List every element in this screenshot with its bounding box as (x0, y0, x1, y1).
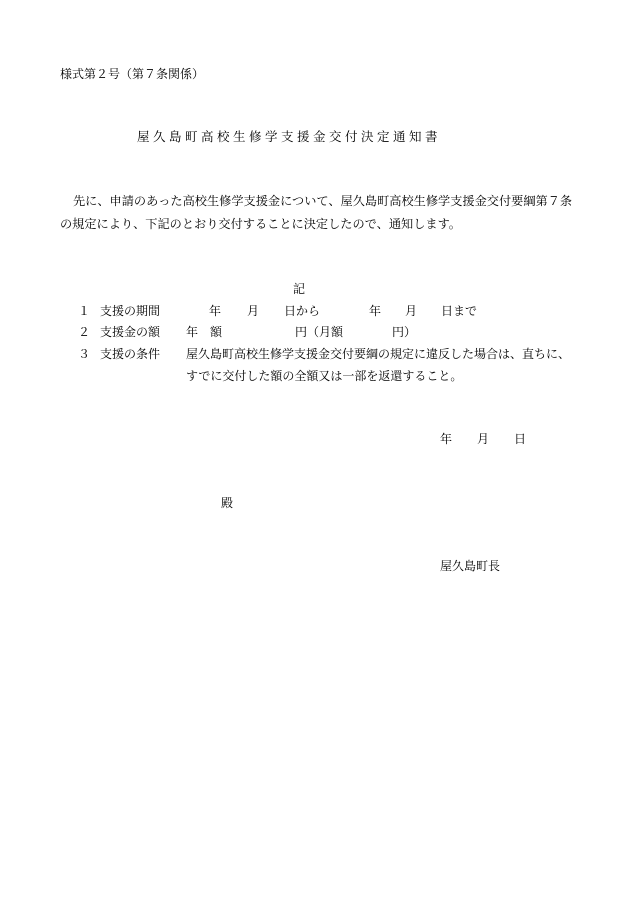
period-end-year: 年 (369, 304, 382, 318)
issuer-name: 屋久島町長 (440, 559, 501, 573)
item-2-label: 支援金の額 (100, 325, 161, 339)
period-start-month: 月 (247, 304, 260, 318)
item-3-label: 支援の条件 (100, 347, 161, 361)
document-title: 屋久島町高校生修学支援金交付決定通知書 (137, 129, 442, 144)
body-text-line-2: の規定により、下記のとおり交付することに決定したので、通知します。 (60, 217, 461, 231)
item-1-label: 支援の期間 (100, 304, 161, 318)
form-number: 様式第２号（第７条関係） (60, 67, 205, 81)
period-start-year: 年 (209, 304, 222, 318)
addressee-suffix: 殿 (221, 496, 234, 510)
period-end-month: 月 (405, 304, 418, 318)
item-2-number: ２ (78, 325, 91, 339)
period-end-day: 日まで (441, 304, 478, 318)
date-month: 月 (477, 432, 490, 446)
item-3-number: ３ (78, 347, 91, 361)
ki-heading: 記 (293, 282, 306, 296)
date-year: 年 (440, 432, 453, 446)
body-text-line-1: 先に、申請のあった高校生修学支援金について、屋久島町高校生修学支援金交付要綱第７条 (73, 194, 573, 208)
monthly-amount-close: 円） (392, 325, 417, 339)
period-start-day: 日から (284, 304, 321, 318)
monthly-amount-label: 円（月額 (295, 325, 344, 339)
condition-line-1: 屋久島町高校生修学支援金交付要綱の規定に違反した場合は、直ちに、 (186, 347, 571, 361)
annual-amount-label: 年 額 (186, 325, 223, 339)
condition-line-2: すでに交付した額の全額又は一部を返還すること。 (186, 369, 463, 383)
item-1-number: １ (78, 304, 91, 318)
date-day: 日 (514, 432, 527, 446)
